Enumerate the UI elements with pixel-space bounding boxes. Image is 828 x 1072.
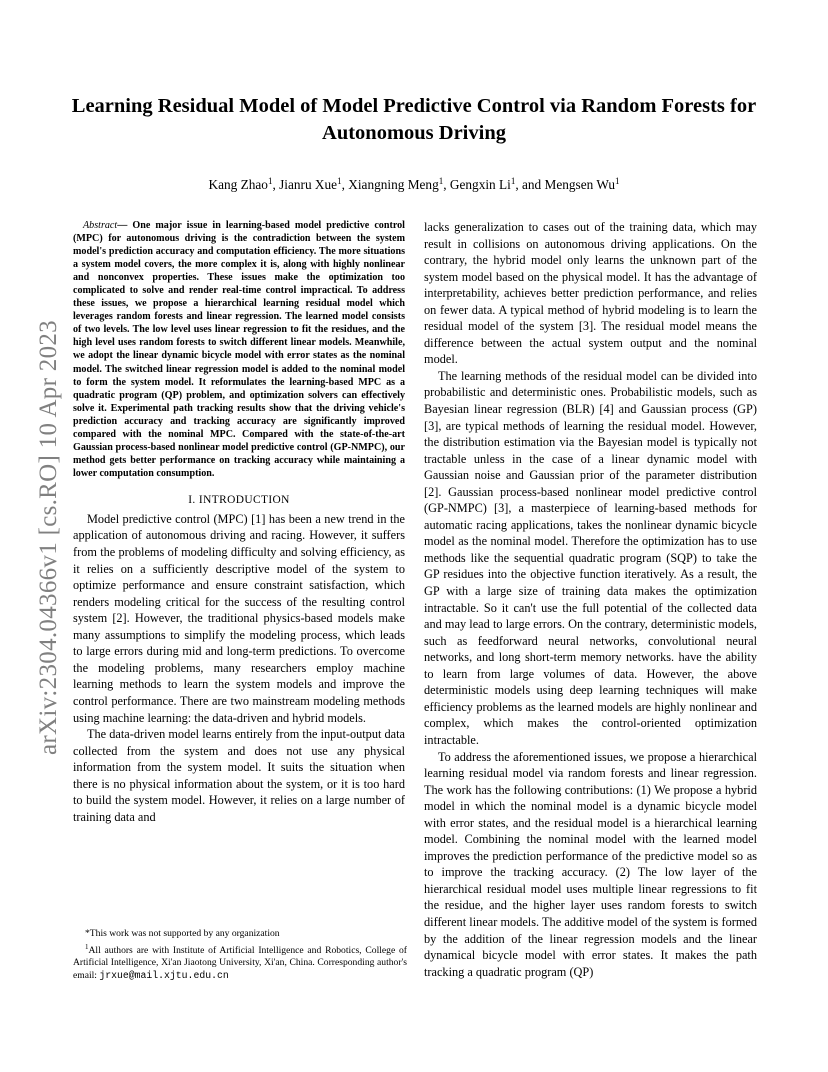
- abstract-label: Abstract: [83, 220, 118, 231]
- arxiv-identifier[interactable]: arXiv:2304.04366v1 [cs.RO] 10 Apr 2023: [35, 320, 62, 755]
- footnotes: [73, 928, 407, 983]
- author-name: Gengxin Li: [449, 177, 511, 192]
- author-separator: ,: [341, 177, 349, 192]
- author-separator: ,: [443, 177, 450, 192]
- abstract: [73, 219, 405, 480]
- author-affiliation-marker: 1: [438, 176, 444, 186]
- footnote-affiliation-text: All authors are with Institute of Artificial Intelligence and Robotics, College of Artificial Intelligence, Xi'an Jiaotong University, Xi'an, China. Corresponding author's email:: [73, 944, 407, 981]
- author-affiliation-marker: 1: [510, 176, 516, 186]
- paper-title: Learning Residual Model of Model Predictive Control via Random Forests for Autonomous Driving: [71, 95, 757, 144]
- right-column: [424, 219, 757, 980]
- footnote-affiliation: [73, 941, 407, 983]
- author-name: Mengsen Wu: [544, 177, 615, 192]
- paragraph: The learning methods of the residual model can be divided into probabilistic and deterministic ones. Probabilistic models, such as Bayesian linear regression (BLR) [4] and Gaussian process (GP) [3], are typical methods of learning the residual model. However, the distribution estimation via the Bayesian model is typically not tractable unless in the case of a linear dynamic model with Gaussian noise and Gaussian prior of the parameter distribution [2]. Gaussian process-based nonlinear model predictive control (GP-NMPC) [3], a masterpiece of learning-based methods for automatic racing applications, takes the nonlinear dynamic bicycle model as the nominal model. Therefore the optimization has to use methods like the sequential quadratic program (SQP) to take the GP residues into the objective function iteratively. As a result, the GP with a large size of training data makes the optimization intractable. So it can't use the full potential of the collected data and may lead to large errors. On the contrary, deterministic models, such as feedforward neural networks, convolutional neural networks, and long short-term memory networks. have the ability to learn from large volumes of data. However, the above deterministic models using deep learning techniques will make efficiency problems as the learned models are highly nonlinear and complex, which makes the control-oriented optimization intractable.: [424, 368, 757, 747]
- author-list: [60, 172, 768, 194]
- paragraph: Model predictive control (MPC) [1] has been a new trend in the application of autonomous driving and racing. However, it suffers from the problems of modeling difficulty and solving efficiency, as it relies on a sufficiently descriptive model of the system to optimize performance and ensure constraint satisfaction, which renders modeling critical for the success of the resulting control system [2]. However, the traditional physics-based models make many assumptions to simplify the modeling process, which leads to large errors during mid and long-term predictions. To overcome the modeling problems, many researchers employ machine learning methods to learn the system models and improve the control performance. There are two mainstream modeling methods using machine learning: the data-driven and hybrid models.: [73, 511, 405, 725]
- footnote-funding: *This work was not supported by any organization: [85, 928, 280, 939]
- corresponding-email[interactable]: jrxue@mail.xjtu.edu.cn: [99, 969, 229, 981]
- author-affiliation-marker: 1: [267, 176, 273, 186]
- left-column: [73, 219, 405, 825]
- paragraph: The data-driven model learns entirely from the input-output data collected from the system and does not use any physical information from the system model. It suits the situation when there is no physical information about the system, or it is too hard to build the system model. However, it relies on a large number of training data and: [73, 727, 405, 824]
- author-separator: , and: [515, 177, 545, 192]
- author-name: Kang Zhao: [208, 177, 268, 192]
- paragraph: To address the aforementioned issues, we propose a hierarchical learning residual model via random forests and linear regression. The work has the following contributions: (1) We propose a hybrid model in which the nominal model is a dynamic bicycle model with error states, and the residual model is a hierarchical learning model. Combining the nominal model with the learned model improves the prediction performance of the predictive model so as to improve the tracking accuracy. (2) The low layer of the hierarchical residual model uses multiple linear regressions to fit the residue, and the higher layer uses random forests to switch different linear models. The additive model of the system is formed by the addition of the linear regression models and the linear dynamical bicycle model with error states. It makes the path tracking a quadratic program (QP): [424, 749, 757, 979]
- abstract-text: One major issue in learning-based model predictive control (MPC) for autonomous driving is the contradiction between the system model's prediction accuracy and computation efficiency. The more situations a system model covers, the more complex it is, along with highly nonlinear and nonconvex properties. These issues make the optimization too complicated to solve and render real-time control impractical. To address these issues, we propose a hierarchical learning residual model which leverages random forests and linear regression. The learned model consists of two levels. The low level uses linear regression to fit the residues, and the high level uses random forests to switch different linear models. Meanwhile, we adopt the linear dynamic bicycle model with error states as the nominal model. The switched linear regression model is added to the nominal model to form the system model. It reformulates the learning-based MPC as a quadratic program (QP) problem, and optimization solvers can effectively solve it. Experimental path tracking results show that the driving vehicle's prediction accuracy and tracking accuracy are significantly improved compared with the nominal MPC. Compared with the state-of-the-art Gaussian process-based nonlinear model predictive control (GP-NMPC), our method gets better performance on tracking accuracy while maintaining a lower computation consumption.: [73, 220, 405, 479]
- author-affiliation-marker: 1: [615, 176, 620, 186]
- footnote-marker: 1: [85, 942, 89, 951]
- author-name: Xiangning Meng: [348, 177, 439, 192]
- author-separator: ,: [272, 177, 280, 192]
- author-affiliation-marker: 1: [337, 176, 342, 186]
- abstract-dash: —: [117, 220, 133, 231]
- section-heading-introduction: I. INTRODUCTION: [188, 493, 290, 506]
- author-name: Jianru Xue: [279, 177, 338, 192]
- paragraph: lacks generalization to cases out of the training data, which may result in collisions on autonomous driving applications. On the contrary, the hybrid model only learns the unknown part of the system model based on the physical model. It has the advantage of interpretability, achieves better prediction performance, and relies on fewer data. A typical method of hybrid modeling is to learn the residual model of the system [3]. The residual model means the difference between the actual system output and the nominal model.: [424, 220, 757, 367]
